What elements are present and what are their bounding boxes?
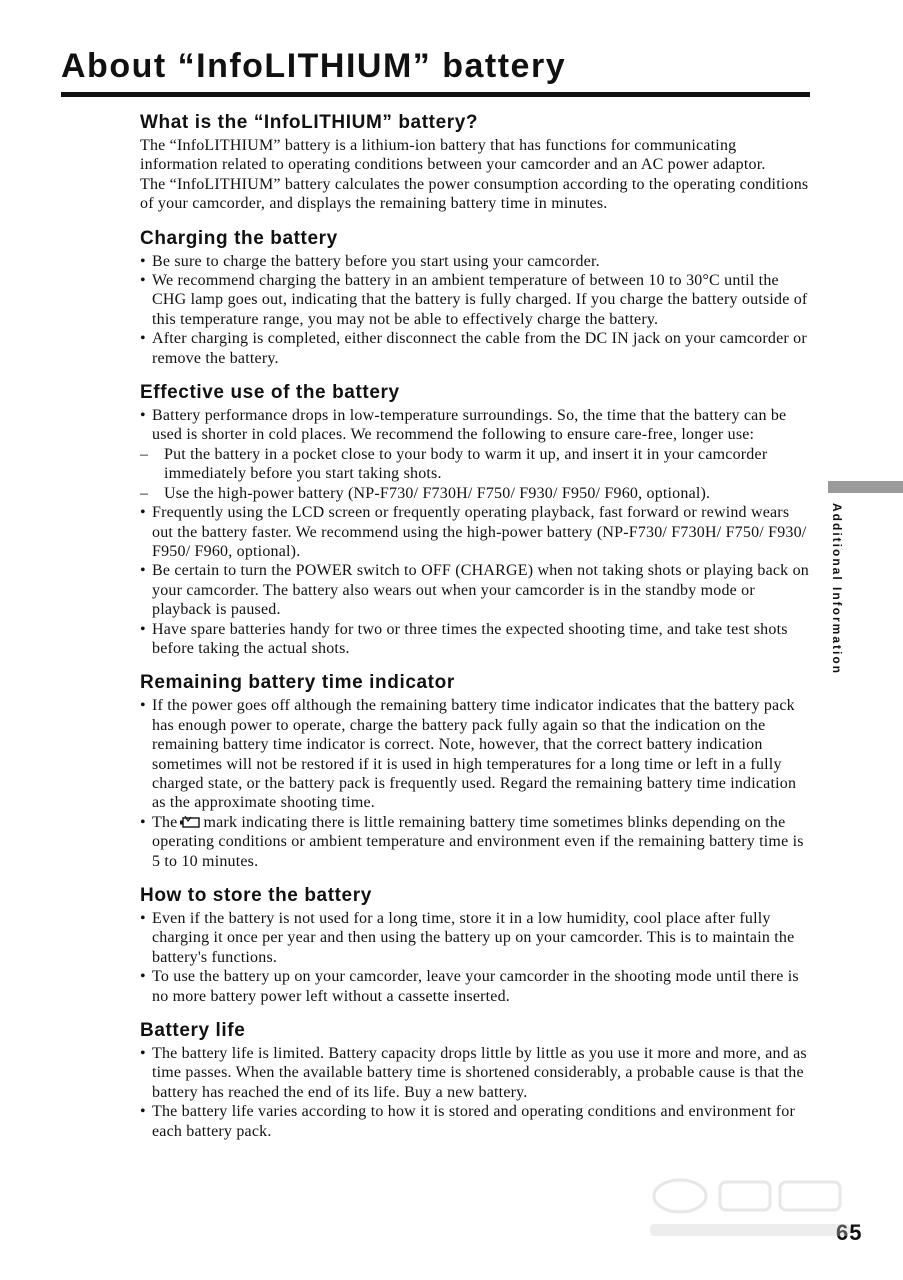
bullet-item: • Be certain to turn the POWER switch to OFF (CHARGE) when not taking shots or playing back on your camcorder. The battery also wears out when your camcorder is in the standby mode or playback is paused. [140,561,812,619]
sub-item: – Put the battery in a pocket close to your body to warm it up, and insert it in your camcorder immediately before you start taking shots. [140,445,812,484]
bullet-item: • Have spare batteries handy for two or three times the expected shooting time, and take test shots before taking the actual shots. [140,620,812,659]
section-battery-life [140,1018,812,1141]
section-heading: What is the “InfoLITHIUM” battery? [140,112,479,133]
bullet-text: The [152,813,178,831]
bullet-list [140,1044,812,1141]
title-rule [61,92,810,97]
bullet-list [140,252,812,368]
bullet-item: • Frequently using the LCD screen or frequently operating playback, fast forward or rewind wears out the battery faster. We recommend using the high-power battery (NP-F730/ F730H/ F750/ F930/ F950/ F960, optional). [140,503,812,561]
sub-list [152,445,812,503]
side-tab-bar [828,481,903,493]
low-battery-icon [179,815,201,829]
section-effective-use [140,380,812,658]
bullet-item [140,813,812,871]
section-remaining-time [140,670,812,871]
bullet-item: • The battery life is limited. Battery capacity drops little by little as you use it more and more, and as time passes. When the available battery time is shortened considerably, a probable cause is that the battery has reached the end of its life. Buy a new battery. [140,1044,812,1102]
section-heading: Remaining battery time indicator [140,672,455,694]
bullet-item [140,406,812,503]
bullet-text: mark indicating there is little remaining battery time sometimes blinks depending on the operating conditions or ambient temperature and environment even if the remaining battery time is 5 to 10 minutes. [152,813,804,870]
watermark-logo [640,1168,863,1248]
bullet-item: • If the power goes off although the remaining battery time indicator indicates that the battery pack has enough power to operate, charge the battery pack fully again so that the indication on the remaining battery time indicator is correct. Note, however, that the correct battery indication sometimes will not be restored if it is used in high temperatures for a long time or left in a fully charged state, or the battery pack is frequently used. Regard the remaining battery time indication as the approximate shooting time. [140,696,812,812]
side-tab-label: Additional Information [830,503,844,675]
bullet-text: Battery performance drops in low-temperature surroundings. So, the time that the battery can be used is shorter in cold places. We recommend the following to ensure care-free, longer use: [152,407,787,444]
bullet-item: • To use the battery up on your camcorder, leave your camcorder in the shooting mode until there is no more battery power left without a cassette inserted. [140,967,812,1006]
paragraph: The “InfoLITHIUM” battery calculates the power consumption according to the operating conditions of your camcorder, and displays the remaining battery time in minutes. [140,175,809,213]
section-charging [140,226,812,368]
section-heading: Battery life [140,1020,246,1042]
section-heading: Charging the battery [140,227,338,249]
sub-item: – Use the high-power battery (NP-F730/ F730H/ F750/ F930/ F950/ F960, optional). [140,484,812,503]
bullet-list [140,696,812,871]
paragraph: The “InfoLITHIUM” battery is a lithium-ion battery that has functions for communicating information related to operating conditions between your camcorder and an AC power adaptor. [140,137,766,174]
bullet-item: • Even if the battery is not used for a long time, store it in a low humidity, cool place after fully charging it once per year and then using the battery up on your camcorder. This is to maintain the battery's functions. [140,909,812,967]
section-what-is-infolithium [140,110,812,214]
section-heading: How to store the battery [140,885,372,906]
section-store [140,883,812,1006]
bullet-item: • Be sure to charge the battery before you start using your camcorder. [140,252,812,271]
page-title: About “InfoLITHIUM” battery [61,47,567,85]
bullet-item: • The battery life varies according to how it is stored and operating conditions and environment for each battery pack. [140,1102,812,1141]
bullet-list [140,909,812,1006]
page-number: 65 [836,1220,863,1245]
section-heading: Effective use of the battery [140,382,400,404]
bullet-item: • After charging is completed, either disconnect the cable from the DC IN jack on your camcorder or remove the battery. [140,329,812,368]
bullet-item: • We recommend charging the battery in an ambient temperature of between 10 to 30°C until the CHG lamp goes out, indicating that the battery is fully charged. If you charge the battery outside of this temperature range, you may not be able to effectively charge the battery. [140,271,812,329]
bullet-list [140,406,812,658]
main-content [140,110,812,1141]
